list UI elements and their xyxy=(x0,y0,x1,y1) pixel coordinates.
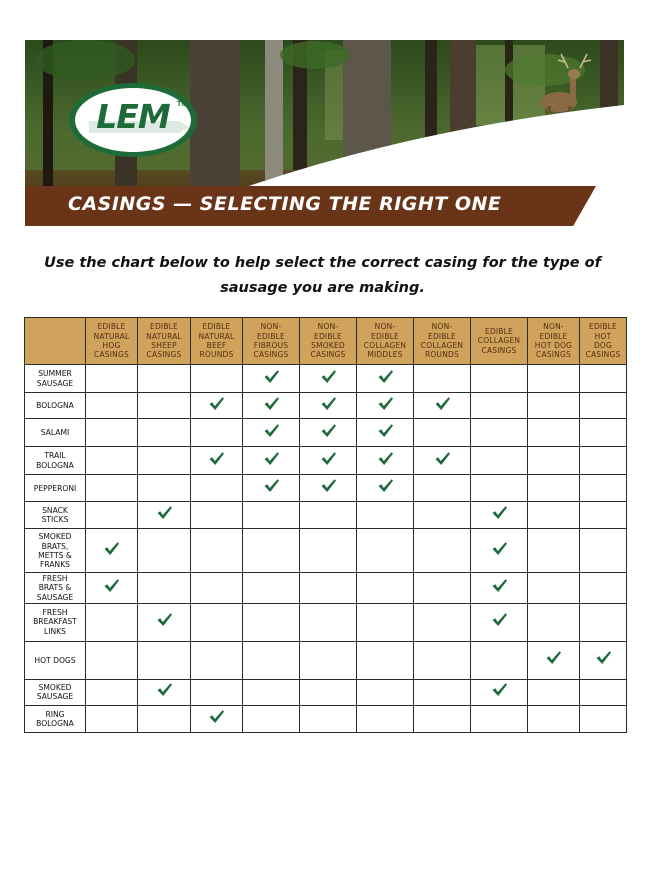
table-cell xyxy=(471,447,528,475)
checkmark-icon xyxy=(263,396,280,411)
column-header-label: EDIBLE NATURAL BEEF ROUNDS xyxy=(198,322,235,360)
table-cell xyxy=(580,641,627,679)
table-cell xyxy=(86,705,138,732)
table-cell xyxy=(138,573,191,603)
checkmark-icon xyxy=(434,396,451,411)
table-cell xyxy=(471,475,528,502)
table-cell xyxy=(243,447,300,475)
table-cell xyxy=(300,705,357,732)
table-cell xyxy=(86,573,138,603)
checkmark-icon xyxy=(263,451,280,466)
column-header xyxy=(528,318,580,365)
table-cell xyxy=(86,475,138,502)
table-cell xyxy=(138,419,191,447)
table-row xyxy=(25,603,627,641)
table-cell xyxy=(191,641,243,679)
table-cell xyxy=(471,393,528,419)
table-cell xyxy=(580,419,627,447)
column-header-label: EDIBLE NATURAL SHEEP CASINGS xyxy=(146,322,182,360)
table-cell xyxy=(86,393,138,419)
table-row xyxy=(25,447,627,475)
table-cell xyxy=(528,705,580,732)
table-cell xyxy=(414,365,471,393)
table-cell xyxy=(191,447,243,475)
table-cell xyxy=(138,365,191,393)
table-cell xyxy=(528,641,580,679)
table-cell xyxy=(300,529,357,573)
table-cell xyxy=(243,393,300,419)
table-cell xyxy=(528,679,580,705)
table-cell xyxy=(528,447,580,475)
table-cell xyxy=(580,679,627,705)
checkmark-icon xyxy=(434,451,451,466)
table-cell xyxy=(138,447,191,475)
table-cell xyxy=(86,447,138,475)
checkmark-icon xyxy=(156,612,173,627)
table-cell xyxy=(357,502,414,529)
table-cell xyxy=(414,502,471,529)
table-row xyxy=(25,679,627,705)
row-label: FRESH BREAKFAST LINKS xyxy=(25,603,86,641)
column-header xyxy=(414,318,471,365)
table-cell xyxy=(300,365,357,393)
checkmark-icon xyxy=(377,396,394,411)
table-cell xyxy=(414,679,471,705)
table-cell xyxy=(580,573,627,603)
checkmark-icon xyxy=(208,451,225,466)
checkmark-icon xyxy=(103,578,120,593)
column-header xyxy=(86,318,138,365)
table-cell xyxy=(191,393,243,419)
table-cell xyxy=(357,365,414,393)
table-cell xyxy=(357,475,414,502)
table-cell xyxy=(357,419,414,447)
table-cell xyxy=(243,679,300,705)
table-cell xyxy=(357,641,414,679)
table-cell xyxy=(86,529,138,573)
lem-logo xyxy=(67,81,199,159)
table-cell xyxy=(471,641,528,679)
table-cell xyxy=(414,573,471,603)
checkmark-icon xyxy=(491,682,508,697)
table-cell xyxy=(300,641,357,679)
table-cell xyxy=(580,447,627,475)
table-cell xyxy=(471,365,528,393)
table-cell xyxy=(528,603,580,641)
table-row xyxy=(25,365,627,393)
table-cell xyxy=(191,603,243,641)
column-header xyxy=(138,318,191,365)
table-cell xyxy=(191,705,243,732)
table-cell xyxy=(138,475,191,502)
table-cell xyxy=(138,529,191,573)
checkmark-icon xyxy=(208,709,225,724)
table-cell xyxy=(86,641,138,679)
table-cell xyxy=(414,419,471,447)
table-cell xyxy=(414,705,471,732)
column-header xyxy=(471,318,528,365)
table-cell xyxy=(300,393,357,419)
table-cell xyxy=(357,573,414,603)
table-cell xyxy=(414,475,471,502)
row-label: SALAMI xyxy=(25,419,86,447)
column-header-label: NON- EDIBLE COLLAGEN ROUNDS xyxy=(420,322,464,360)
column-header xyxy=(300,318,357,365)
table-cell xyxy=(191,679,243,705)
table-cell xyxy=(243,641,300,679)
row-label: SMOKED SAUSAGE xyxy=(25,679,86,705)
table-cell xyxy=(191,529,243,573)
row-label: RING BOLOGNA xyxy=(25,705,86,732)
table-cell xyxy=(357,705,414,732)
table-cell xyxy=(300,419,357,447)
row-label: FRESH BRATS & SAUSAGE xyxy=(25,573,86,603)
chart-body xyxy=(25,365,627,733)
row-label: SNACK STICKS xyxy=(25,502,86,529)
table-cell xyxy=(243,419,300,447)
column-header xyxy=(580,318,627,365)
table-cell xyxy=(580,603,627,641)
table-cell xyxy=(300,679,357,705)
table-cell xyxy=(243,529,300,573)
casing-selection-chart xyxy=(24,317,627,733)
row-label: PEPPERONI xyxy=(25,475,86,502)
table-row xyxy=(25,393,627,419)
table-cell xyxy=(191,365,243,393)
table-cell xyxy=(300,475,357,502)
checkmark-icon xyxy=(320,369,337,384)
table-cell xyxy=(300,447,357,475)
column-header-label: NON- EDIBLE HOT DOG CASINGS xyxy=(534,322,573,360)
table-cell xyxy=(300,603,357,641)
table-cell xyxy=(86,679,138,705)
checkmark-icon xyxy=(263,423,280,438)
table-cell xyxy=(138,502,191,529)
table-cell xyxy=(580,365,627,393)
table-cell xyxy=(471,529,528,573)
checkmark-icon xyxy=(320,478,337,493)
table-cell xyxy=(86,365,138,393)
checkmark-icon xyxy=(263,369,280,384)
table-cell xyxy=(191,475,243,502)
table-cell xyxy=(528,502,580,529)
logo-text: LEM xyxy=(96,97,170,136)
checkmark-icon xyxy=(377,478,394,493)
column-header-label: NON- EDIBLE FIBROUS CASINGS xyxy=(253,322,289,360)
row-label: SUMMER SAUSAGE xyxy=(25,365,86,393)
table-cell xyxy=(138,393,191,419)
checkmark-icon xyxy=(491,505,508,520)
column-header xyxy=(357,318,414,365)
table-cell xyxy=(528,573,580,603)
table-cell xyxy=(471,502,528,529)
chart-header-row xyxy=(25,318,627,365)
table-cell xyxy=(86,419,138,447)
checkmark-icon xyxy=(491,541,508,556)
table-cell xyxy=(86,502,138,529)
table-cell xyxy=(528,393,580,419)
table-cell xyxy=(580,529,627,573)
table-cell xyxy=(357,393,414,419)
checkmark-icon xyxy=(377,423,394,438)
table-cell xyxy=(357,529,414,573)
checkmark-icon xyxy=(156,505,173,520)
table-cell xyxy=(471,573,528,603)
checkmark-icon xyxy=(263,478,280,493)
table-cell xyxy=(191,573,243,603)
table-cell xyxy=(357,447,414,475)
table-cell xyxy=(300,573,357,603)
checkmark-icon xyxy=(208,396,225,411)
checkmark-icon xyxy=(545,650,562,665)
table-cell xyxy=(471,679,528,705)
checkmark-icon xyxy=(491,612,508,627)
table-cell xyxy=(471,705,528,732)
table-cell xyxy=(243,502,300,529)
table-row xyxy=(25,419,627,447)
table-cell xyxy=(414,447,471,475)
column-header xyxy=(243,318,300,365)
table-cell xyxy=(138,679,191,705)
logo-trademark: TM xyxy=(177,101,188,108)
table-cell xyxy=(243,573,300,603)
row-label: SMOKED BRATS, METTS & FRANKS xyxy=(25,529,86,573)
table-cell xyxy=(414,529,471,573)
table-cell xyxy=(243,603,300,641)
table-cell xyxy=(243,475,300,502)
page-title: CASINGS — SELECTING THE RIGHT ONE xyxy=(68,193,502,215)
intro-text: Use the chart below to help select the correct casing for the type of sausage you are making. xyxy=(44,255,601,296)
checkmark-icon xyxy=(320,451,337,466)
table-row xyxy=(25,502,627,529)
row-label: BOLOGNA xyxy=(25,393,86,419)
row-label: HOT DOGS xyxy=(25,641,86,679)
table-row xyxy=(25,475,627,502)
row-label: TRAIL BOLOGNA xyxy=(25,447,86,475)
table-cell xyxy=(528,419,580,447)
table-cell xyxy=(138,603,191,641)
column-header-label: EDIBLE COLLAGEN CASINGS xyxy=(477,326,521,355)
table-row xyxy=(25,573,627,603)
table-cell xyxy=(357,603,414,641)
table-cell xyxy=(300,502,357,529)
table-cell xyxy=(86,603,138,641)
checkmark-icon xyxy=(103,541,120,556)
table-cell xyxy=(580,475,627,502)
table-cell xyxy=(243,365,300,393)
table-cell xyxy=(414,603,471,641)
corner-cell xyxy=(25,318,86,365)
table-cell xyxy=(243,705,300,732)
table-cell xyxy=(471,419,528,447)
checkmark-icon xyxy=(491,578,508,593)
table-cell xyxy=(414,393,471,419)
table-cell xyxy=(471,603,528,641)
table-row xyxy=(25,641,627,679)
column-header-label: NON- EDIBLE SMOKED CASINGS xyxy=(310,322,346,360)
checkmark-icon xyxy=(320,423,337,438)
column-header-label: EDIBLE HOT DOG CASINGS xyxy=(585,322,621,360)
checkmark-icon xyxy=(156,682,173,697)
table-cell xyxy=(580,705,627,732)
column-header xyxy=(191,318,243,365)
checkmark-icon xyxy=(595,650,612,665)
checkmark-icon xyxy=(377,369,394,384)
table-cell xyxy=(528,365,580,393)
table-cell xyxy=(138,705,191,732)
column-header-label: EDIBLE NATURAL HOG CASINGS xyxy=(93,322,130,360)
table-cell xyxy=(191,419,243,447)
table-cell xyxy=(580,393,627,419)
table-cell xyxy=(138,641,191,679)
column-header-label: NON- EDIBLE COLLAGEN MIDDLES xyxy=(363,322,407,360)
table-cell xyxy=(528,529,580,573)
table-row xyxy=(25,529,627,573)
table-cell xyxy=(580,502,627,529)
checkmark-icon xyxy=(320,396,337,411)
table-cell xyxy=(357,679,414,705)
table-row xyxy=(25,705,627,732)
checkmark-icon xyxy=(377,451,394,466)
table-cell xyxy=(528,475,580,502)
table-cell xyxy=(191,502,243,529)
table-cell xyxy=(414,641,471,679)
